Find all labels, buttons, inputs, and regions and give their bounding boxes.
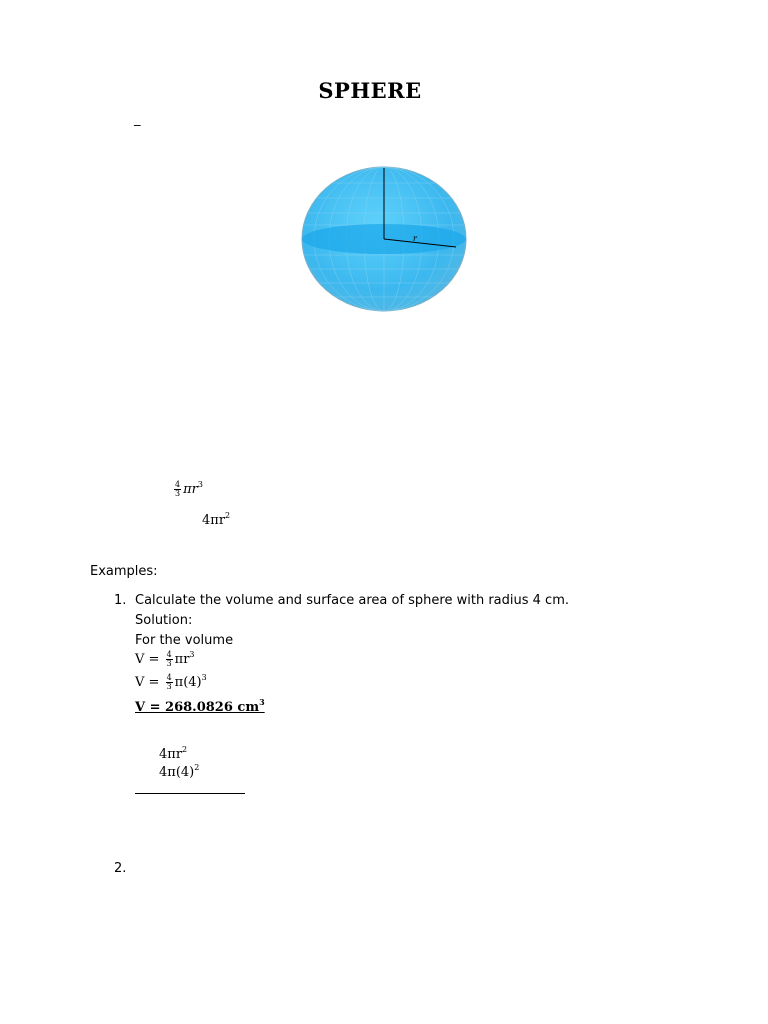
sphere-diagram [298,163,470,315]
radius-label: r [413,234,417,243]
page-title: SPHERE [318,78,422,103]
volume-label: For the volume [135,633,234,648]
volume-formula: $\frac{4}{3}$ $\pi r^3$ [175,480,203,498]
surface-step-1: $4\pi r^2$ [159,745,188,762]
volume-step-1: V = $\frac{4}{3}$ $\pi r^3$ [135,650,195,668]
volume-result: V = 268.0826 $cm^3$ [135,697,265,715]
volume-fraction: $\frac{4}{3}$ [175,480,181,498]
step-1-fraction: $\frac{4}{3}$ [166,650,172,668]
surface-formula: $4\pi r^2$ [202,511,231,528]
volume-step-2: V = $\frac{4}{3}$ $\pi(4)^3$ [135,673,207,691]
examples-heading: Examples: [90,564,158,579]
surface-step-2: $4\pi(4)^2$ [159,763,200,780]
example-2-number: 2. [114,861,127,876]
step-2-fraction: $\frac{4}{3}$ [166,673,172,691]
example-1-question: Calculate the volume and surface area of sphere with radius 4 cm. [135,593,569,608]
solution-label: Solution: [135,613,193,628]
example-1-number: 1. [114,593,127,608]
answer-blank-line [135,793,245,794]
title-dash: _ [134,112,141,127]
